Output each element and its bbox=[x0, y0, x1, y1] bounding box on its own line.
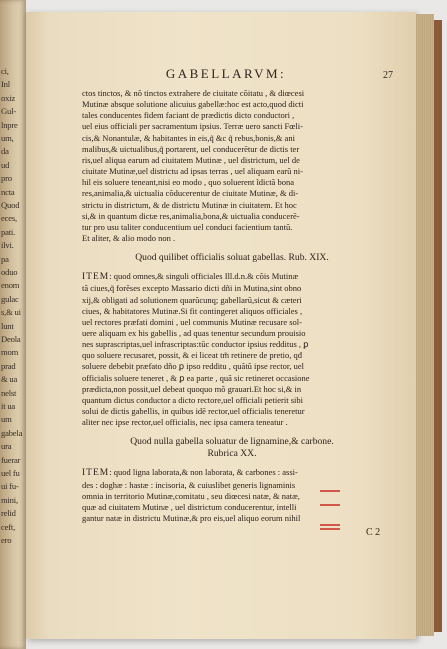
text-line: soluere debebit præfato dño ꝑ ipso redditu , quãtũ ipse rector, uel bbox=[82, 361, 304, 372]
text-line: si,& in quantum dictæ res,animalia,bona,& uictualia conducerē- bbox=[82, 210, 300, 221]
left-page-fragment: ceft, bbox=[1, 521, 16, 532]
left-page-fragment: gulac bbox=[1, 293, 19, 304]
text-line: aliter nec ipse rector,uel officialis, nec ipsa camera teneatur . bbox=[82, 417, 288, 428]
rubric-20 bbox=[82, 436, 382, 460]
rubric-20-line-1: Quod nulla gabella soluatur de lignamine,& carbone. bbox=[130, 436, 334, 448]
text-line: gantur natæ in districtu Mutinæ,& pro eis,uel aliquo eorum nihil bbox=[82, 513, 301, 523]
text-line: ciuitate Mutinæ,uel districtu ad ipsas terras , uel aliquam earũ ni- bbox=[82, 166, 303, 177]
left-page-edge bbox=[0, 0, 26, 649]
left-page-fragment: s,& ui bbox=[1, 307, 21, 318]
text-line: solui de dictis gabellis, in quibus idē rector,uel officialis teneretur bbox=[82, 406, 305, 417]
left-page-fragment: ci, bbox=[1, 66, 9, 76]
text-line: uel eius officiali per sacramentum ipsius. Terræ uero sancti Fœli- bbox=[82, 121, 303, 132]
left-page-fragment: ui fu- bbox=[1, 481, 19, 492]
pencil-annotation-mark bbox=[320, 524, 340, 526]
running-title: GABELLARVM: bbox=[165, 66, 287, 81]
text-line: ctos tinctos, & nõ tinctos extrahere de ciuitate cõitatu , & diœcesi bbox=[82, 88, 305, 98]
text-line: malibus,& uictualibus,q̃ portarent, uel conducerētur de dictis ter bbox=[82, 143, 300, 154]
left-page-fragment: Deola bbox=[1, 334, 21, 344]
text-line: quo soluere recusaret, possit, & ei liceat tm̃ retinere de pretio, qđ bbox=[82, 350, 302, 361]
left-page-fragment: pa bbox=[1, 253, 9, 264]
text-line: ciues, & habitatores Mutinæ.Si fit contingeret aliquos officiales , bbox=[82, 305, 303, 316]
left-page-fragment: & ua bbox=[1, 374, 18, 385]
rubric-20-line-2: Rubrica XX. bbox=[207, 448, 257, 460]
left-page-fragment: relid bbox=[1, 508, 16, 519]
left-page-fragment: Inl bbox=[1, 79, 10, 90]
text-line: des : doghæ : hastæ : incisoria, & cuiuslibet generis lignaminis bbox=[82, 479, 296, 490]
left-page-fragment: oduo bbox=[1, 267, 18, 277]
left-page-fragment: pati. bbox=[1, 226, 16, 237]
left-page-fragment: da bbox=[1, 146, 9, 157]
text-line: tã ciues,q̃ forẽses excepto Massario dicti dñi in Mutina,sint obno bbox=[82, 283, 302, 294]
text-line bbox=[82, 271, 382, 283]
left-page-fragment: fuerar bbox=[1, 454, 21, 465]
text-line: tales conducentes fidem faciant de prædictis dicto conductori , bbox=[82, 110, 295, 121]
left-page-fragment: ura bbox=[1, 441, 12, 452]
left-page-fragment: gabela bbox=[1, 427, 23, 438]
text-line: quantum dictus conductor a dicto rectore,uel officiali petierit sibi bbox=[82, 394, 304, 405]
text-line: hil eis soluere teneant,nisi eo modo , quo soluerent ĩdictã bona bbox=[82, 177, 294, 188]
left-page-fragment: eces, bbox=[1, 213, 17, 224]
left-page-fragment: Gul- bbox=[1, 106, 16, 117]
page-edges bbox=[416, 14, 434, 636]
text-line: Mutinæ absque solutione alicuius gabellæ:hoc est acto,quod dicti bbox=[82, 99, 304, 110]
text-line: prædicta,non possit,uel debeat quoquo mõ grauari.Et hoc si,& in bbox=[82, 383, 302, 394]
section-initial: ITEM bbox=[82, 272, 110, 283]
text-line: xij,& obligati ad solutionem quarũcunq; gabellarũ,sicut & cæteri bbox=[82, 294, 302, 305]
text-line bbox=[82, 467, 382, 479]
left-page-fragment: um, bbox=[1, 133, 14, 143]
text-line: res,animalia,& uictualia cõducerentur de ciuitate Mutinæ, & di- bbox=[82, 188, 299, 199]
left-page-fragment: lunt bbox=[1, 320, 14, 331]
text-line: nes suprascriptas,uel infrascriptas:tūc conductor ipsius redditus , ꝑ bbox=[82, 339, 309, 350]
page-number: 27 bbox=[383, 70, 393, 81]
left-page-fragment: um bbox=[1, 414, 12, 425]
left-page-fragment: ud bbox=[1, 159, 10, 170]
left-page-fragment: ilvi. bbox=[1, 240, 14, 251]
text-line: uel rectores præfati domini , uel communis Mutinæ recusare sol- bbox=[82, 316, 303, 327]
text-line: ris,uel aliqua earum ad ciuitatem Mutinæ , uel districtum, uel de bbox=[82, 154, 300, 165]
text-line: Et aliter, & alio modo non . bbox=[82, 233, 176, 244]
left-page-fragment: enom bbox=[1, 280, 20, 291]
text-line: quæ ad ciuitatem Mutinæ , uel districtum conducerentur, intelli bbox=[82, 501, 297, 512]
left-page-fragment: nelst bbox=[1, 387, 17, 398]
left-page-fragment: uel fu bbox=[1, 468, 20, 478]
left-page-fragment: it ua bbox=[1, 401, 16, 411]
text-line-rest: : quod ligna laborata,& non laborata, & carbones : assi- bbox=[109, 467, 298, 478]
main-text-block bbox=[82, 88, 382, 524]
signature-mark: C 2 bbox=[366, 527, 381, 538]
left-page-fragment: ero bbox=[1, 535, 12, 545]
text-line: tur pro usu taliter conducentium uel conduci facientium tantũ. bbox=[82, 221, 293, 232]
pencil-annotation-mark bbox=[320, 490, 340, 492]
left-page-fragment: lnpre bbox=[1, 119, 18, 130]
book-cover-edge bbox=[434, 20, 442, 632]
left-page-fragment: Quod bbox=[1, 200, 20, 210]
text-line: cis,& Nonantulæ, & habitantes in eis,q̃ &c q̃ rebus,bonis,& ani bbox=[82, 132, 295, 143]
paragraph-1 bbox=[82, 88, 382, 244]
left-page-fragment: prad bbox=[1, 360, 16, 371]
left-page-fragment: mom bbox=[1, 347, 19, 358]
left-page-fragment: oxiz bbox=[1, 92, 15, 103]
paragraph-3 bbox=[82, 467, 382, 524]
paragraph-2 bbox=[82, 271, 382, 428]
text-line: uere aliquam ex his gabellis , ad quas tenentur secundum prouisio bbox=[82, 327, 306, 338]
text-line-rest: : quod omnes,& singuli officiales Ill.d.n.& cõis Mutinæ bbox=[109, 271, 299, 282]
pencil-annotation-mark bbox=[320, 528, 340, 530]
text-line: omnia in territorio Mutinæ,comitatu , seu diœcesi natæ, & natæ, bbox=[82, 490, 300, 501]
section-initial: ITEM bbox=[82, 468, 110, 479]
rubric-19: Quod quilibet officialis soluat gabellas. Rub. XIX. bbox=[135, 252, 329, 264]
left-page-fragment: mini, bbox=[1, 494, 18, 505]
left-page-fragment: pro bbox=[1, 173, 12, 184]
text-line: strictu in districtum, & de districtu Mutinæ in ciuitatem. Et hoc bbox=[82, 199, 297, 210]
text-line: officialis soluere teneret , & ꝑ ea parte , quã sic retineret occasione bbox=[82, 372, 310, 383]
left-page-fragment: ncta bbox=[1, 186, 15, 197]
pencil-annotation-mark bbox=[320, 504, 340, 506]
